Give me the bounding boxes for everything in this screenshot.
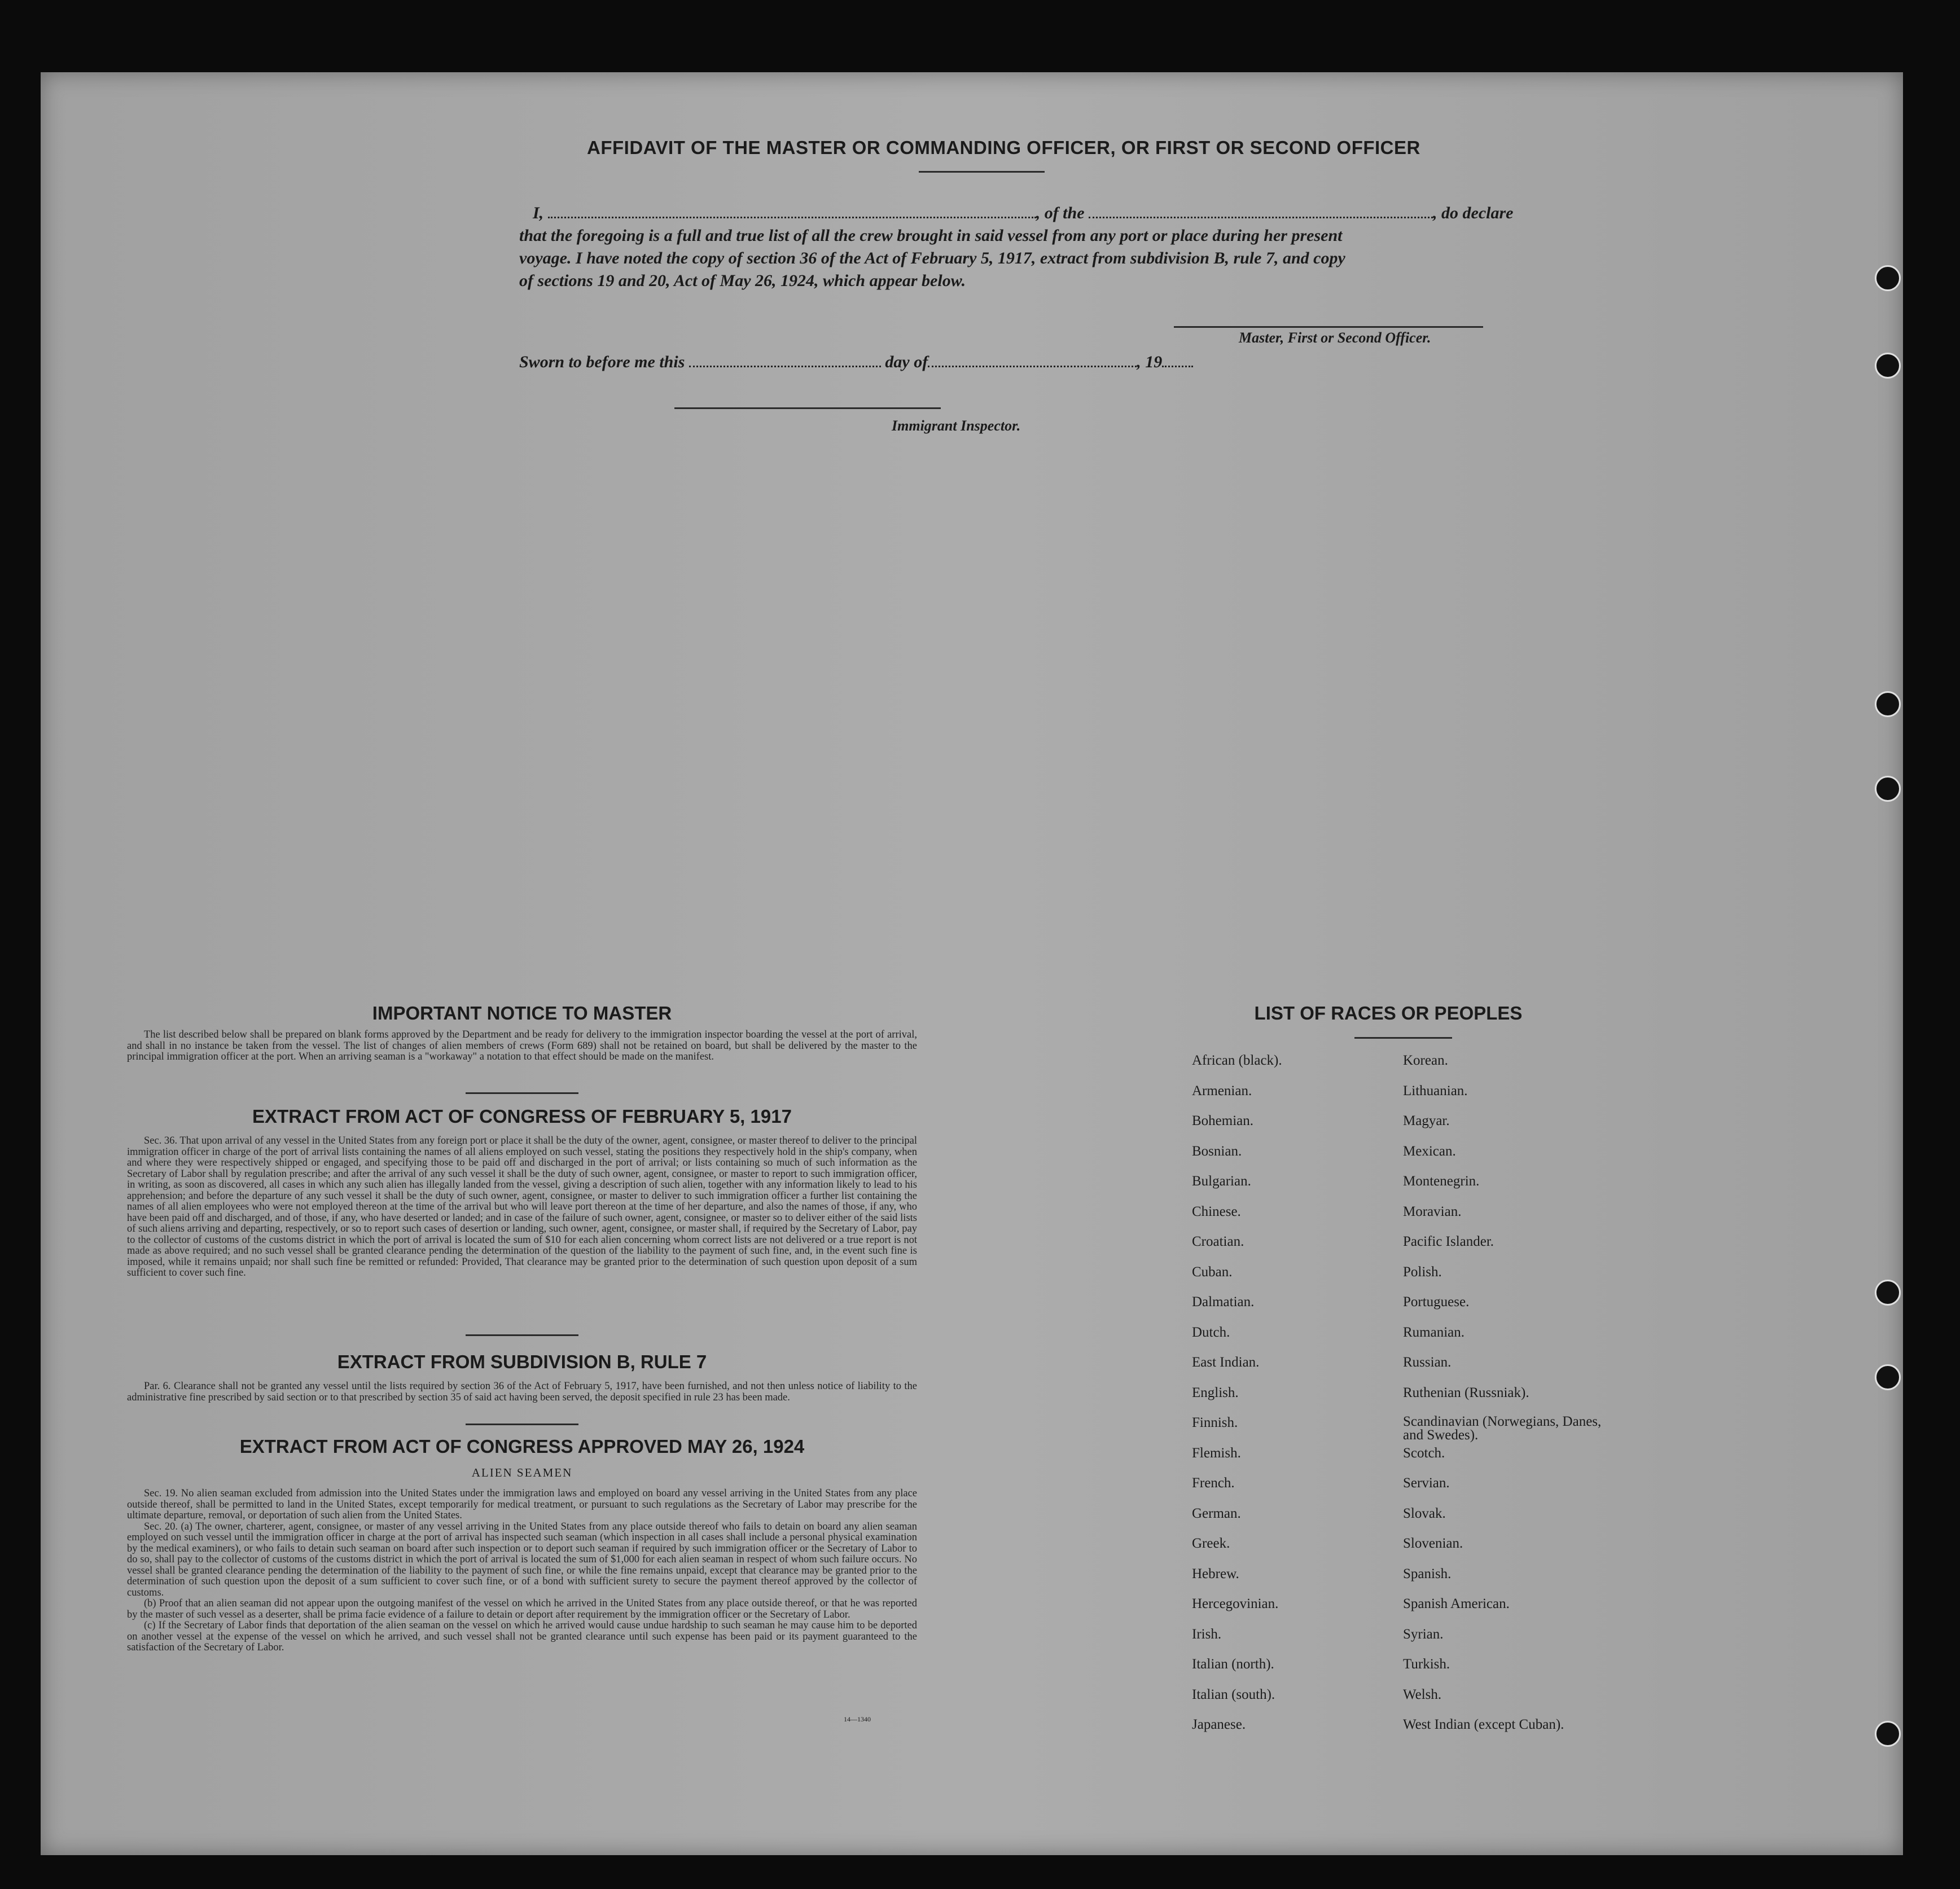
race-item: Bulgarian.: [1192, 1174, 1251, 1189]
extract-1924-title: EXTRACT FROM ACT OF CONGRESS APPROVED MAY 26, 1924: [239, 1436, 805, 1457]
affidavit-body: [519, 202, 1524, 292]
race-item: French.: [1192, 1475, 1235, 1491]
sworn-year: , 19: [1137, 353, 1163, 371]
extract-rule7-divider: [466, 1424, 578, 1425]
binder-hole: [1875, 691, 1901, 717]
race-item: Ruthenian (Russniak).: [1403, 1385, 1529, 1400]
form-number: 14—1340: [844, 1715, 871, 1723]
race-item: Montenegrin.: [1403, 1174, 1480, 1189]
affidavit-line-3: voyage. I have noted the copy of section 36 of the Act of February 5, 1917, extract from subdivision B, rule 7, and copy: [519, 249, 1345, 267]
extract-1917-divider: [466, 1334, 578, 1336]
race-item: Mexican.: [1403, 1143, 1456, 1159]
race-item: African (black).: [1192, 1053, 1282, 1068]
race-item: Korean.: [1403, 1053, 1448, 1068]
extract-1924-paragraph: (b) Proof that an alien seaman did not appear upon the outgoing manifest of the vessel on which he arrived in the United States from any place outside thereof, or that he was reported by the master of such vessel as a deserter, shall be prima facie evidence of a failure to detain or deport after requirement by the immigration officer or the Secretary of Labor.: [127, 1598, 917, 1620]
race-item: Japanese.: [1192, 1717, 1246, 1732]
inspector-signature-line[interactable]: [674, 407, 941, 409]
race-item: Bohemian.: [1192, 1113, 1254, 1128]
extract-rule7-title: EXTRACT FROM SUBDIVISION B, RULE 7: [337, 1351, 707, 1372]
race-item: Flemish.: [1192, 1445, 1241, 1461]
race-item: Italian (north).: [1192, 1657, 1274, 1672]
race-item: Scandinavian (Norwegians, Danes, and Swedes).: [1403, 1414, 1602, 1443]
extract-rule7-body: [127, 1381, 917, 1403]
race-item: Scotch.: [1403, 1445, 1445, 1461]
extract-1924-subtitle: ALIEN SEAMEN: [471, 1466, 573, 1479]
extract-1917-paragraph: Sec. 36. That upon arrival of any vessel in the United States from any foreign port or place it shall be the duty of the owner, agent, consignee, or master thereof to deliver to the principal immigration officer in charge of the port of arrival lists containing the names of all aliens employed on such vessel, stating the positions they respectively hold in the ship's company, when and where they were respectively shipped or engaged, and specifying those to be paid off and discharged in the port of arrival; or lists containing so much of such information as the Secretary of Labor shall by regulation prescribe; and after the arrival of any such vessel it shall be the duty of such owner, agent, consignee, or master to report to such immigration officer, in writing, as soon as discovered, all cases in which any such alien has illegally landed from the vessel, giving a description of such alien, together with any information likely to lead to his apprehension; and before the departure of any such vessel it shall be the duty of such owner, agent, consignee, or master to deliver to such immigration officer a further list containing the names of all alien employees who were not employed thereon at the time of the arrival but who will leave port thereon at the time of her departure, and also the names of those, if any, who have been paid off and discharged, and of those, if any, who have deserted or landed; and in case of the failure of such owner, agent, consignee, or master so to deliver either of the said lists of such aliens arriving and departing, respectively, or so to report such cases of desertion or landing, such owner, agent, consignee, or master shall, if required by the Secretary of Labor, pay to the collector of customs of the customs district in which the port of arrival is located the sum of $10 for each alien concerning whom correct lists are not delivered or a true report is not made as above required; and no such vessel shall be granted clearance pending the determination of the question of the liability to the payment of such fine, and, in the event such fine is imposed, while it remains unpaid; nor shall such fine be remitted or refunded: Provided, That clearance may be granted prior to the determination of such question upon deposit of a sum sufficient to cover such fine.: [127, 1135, 917, 1279]
race-item: East Indian.: [1192, 1355, 1260, 1370]
binder-hole: [1875, 265, 1901, 291]
master-label: Master, First or Second Officer.: [1239, 330, 1431, 346]
race-item: Hebrew.: [1192, 1566, 1239, 1582]
race-item: Greek.: [1192, 1536, 1230, 1551]
sworn-day-of: day of: [885, 353, 928, 371]
race-item: Cuban.: [1192, 1264, 1233, 1280]
race-item: German.: [1192, 1505, 1241, 1521]
race-item: Servian.: [1403, 1475, 1450, 1491]
affidavit-title: AFFIDAVIT OF THE MASTER OR COMMANDING OFFICER, OR FIRST OR SECOND OFFICER: [587, 137, 1420, 158]
sworn-prefix: Sworn to before me this: [519, 353, 685, 371]
race-item: Dalmatian.: [1192, 1294, 1255, 1310]
races-list: [1192, 1053, 1655, 1747]
race-item: Magyar.: [1403, 1113, 1450, 1128]
notice-divider: [466, 1092, 578, 1094]
race-item: Portuguese.: [1403, 1294, 1470, 1310]
affidavit-i: I,: [533, 204, 544, 222]
race-item: Finnish.: [1192, 1415, 1238, 1430]
race-item: Italian (south).: [1192, 1686, 1275, 1702]
extract-rule7-paragraph: Par. 6. Clearance shall not be granted any vessel until the lists required by section 36 of the Act of February 5, 1917, have been furnished, and not then unless notice of liability to the administrative fine prescribed by said section or to that prescribed by section 35 of said act having been served, the deposit specified in rule 23 has been made.: [127, 1381, 917, 1403]
race-item: Dutch.: [1192, 1324, 1230, 1340]
affidavit-of-the: , of the: [1036, 204, 1085, 222]
race-item: Armenian.: [1192, 1083, 1252, 1099]
sworn-line: [519, 353, 1193, 372]
race-item: Syrian.: [1403, 1626, 1444, 1642]
race-item: West Indian (except Cuban).: [1403, 1717, 1564, 1732]
sworn-day-blank[interactable]: [689, 366, 881, 367]
name-blank[interactable]: [548, 217, 1036, 218]
title-underline: [919, 171, 1045, 173]
race-item: English.: [1192, 1385, 1239, 1400]
extract-1924-paragraph: Sec. 19. No alien seaman excluded from admission into the United States under the immigration laws and employed on board any vessel arriving in the United States from any place outside thereof, shall be permitted to land in the United States, except temporarily for medical treatment, or pursuant to such regulations as the Secretary of Labor may prescribe for the ultimate departure, removal, or deportation of such alien from the United States.: [127, 1488, 917, 1521]
binder-hole: [1875, 353, 1901, 379]
binder-hole: [1875, 1721, 1901, 1747]
race-item: Spanish American.: [1403, 1596, 1510, 1611]
affidavit-line-2: that the foregoing is a full and true list of all the crew brought in said vessel from any port or place during her present: [519, 226, 1343, 245]
race-item: Polish.: [1403, 1264, 1442, 1280]
sworn-month-blank[interactable]: [928, 366, 1137, 367]
race-item: Welsh.: [1403, 1686, 1442, 1702]
extract-1917-title: EXTRACT FROM ACT OF CONGRESS OF FEBRUARY 5, 1917: [252, 1106, 792, 1127]
affidavit-line-4: of sections 19 and 20, Act of May 26, 1924, which appear below.: [519, 271, 966, 290]
race-item: Rumanian.: [1403, 1324, 1465, 1340]
notice-paragraph: The list described below shall be prepared on blank forms approved by the Department and be ready for delivery to the immigration inspector boarding the vessel at the port of arrival, and shall in no instance be taken from the vessel. The list of changes of alien members of crews (Form 689) shall not be retained on board, but shall be delivered by the master to the principal immigration officer at the port. When an arriving seaman is a "workaway" a notation to that effect should be made on the manifest.: [127, 1029, 917, 1062]
extract-1924-paragraph: (c) If the Secretary of Labor finds that deportation of the alien seaman on the vessel on which he arrived would cause undue hardship to such seaman he may cause him to be deported on another vessel at the expense of the vessel on which he arrived, and such vessel shall not be granted clearance until such expense has been paid or its payment guaranteed to the satisfaction of the Secretary of Labor.: [127, 1620, 917, 1653]
race-item: Hercegovinian.: [1192, 1596, 1279, 1611]
sworn-year-blank[interactable]: [1162, 366, 1193, 367]
races-title-underline: [1354, 1037, 1452, 1039]
race-item: Turkish.: [1403, 1657, 1450, 1672]
binder-hole: [1875, 776, 1901, 802]
master-signature-line[interactable]: [1174, 326, 1483, 328]
race-item: Moravian.: [1403, 1203, 1462, 1219]
race-item: Irish.: [1192, 1626, 1222, 1642]
race-item: Chinese.: [1192, 1203, 1241, 1219]
binder-hole: [1875, 1364, 1901, 1390]
race-item: Spanish.: [1403, 1566, 1452, 1582]
race-item: Pacific Islander.: [1403, 1234, 1494, 1249]
race-item: Lithuanian.: [1403, 1083, 1468, 1099]
extract-1924-body: [127, 1488, 917, 1654]
races-title: LIST OF RACES OR PEOPLES: [1254, 1003, 1523, 1023]
race-item: Slovenian.: [1403, 1536, 1463, 1551]
binder-hole: [1875, 1280, 1901, 1306]
race-item: Bosnian.: [1192, 1143, 1242, 1159]
vessel-blank[interactable]: [1089, 217, 1433, 218]
inspector-label: Immigrant Inspector.: [892, 418, 1021, 434]
affidavit-line-1: [519, 202, 1524, 225]
race-item: Russian.: [1403, 1355, 1452, 1370]
race-item: Croatian.: [1192, 1234, 1244, 1249]
affidavit-declare: , do declare: [1433, 204, 1514, 222]
race-item: Slovak.: [1403, 1505, 1446, 1521]
extract-1917-body: [127, 1136, 917, 1279]
notice-body: [127, 1030, 917, 1063]
notice-title: IMPORTANT NOTICE TO MASTER: [372, 1003, 672, 1023]
extract-1924-paragraph: Sec. 20. (a) The owner, charterer, agent, consignee, or master of any vessel arriving in the United States from any place outside thereof who fails to detain on board any alien seaman employed on such vessel until the immigration officer in charge at the port of arrival has inspected such seaman (which inspection in all cases shall include a personal physical examination by the medical examiners), or who fails to detain such seaman on board after such inspection or to deport such seaman if required by such immigration officer or the Secretary of Labor to do so, shall pay to the collector of customs of the customs district in which the port of arrival is located the sum of $1,000 for each alien seaman in respect of whom such failure occurs. No vessel shall be granted clearance pending the determination of the liability to the payment of such fine, or while the fine remains unpaid, except that clearance may be granted prior to the determination of such question upon the deposit of a sum sufficient to cover such fine, or of a bond with sufficient surety to secure the payment thereof approved by the collector of customs.: [127, 1521, 917, 1598]
